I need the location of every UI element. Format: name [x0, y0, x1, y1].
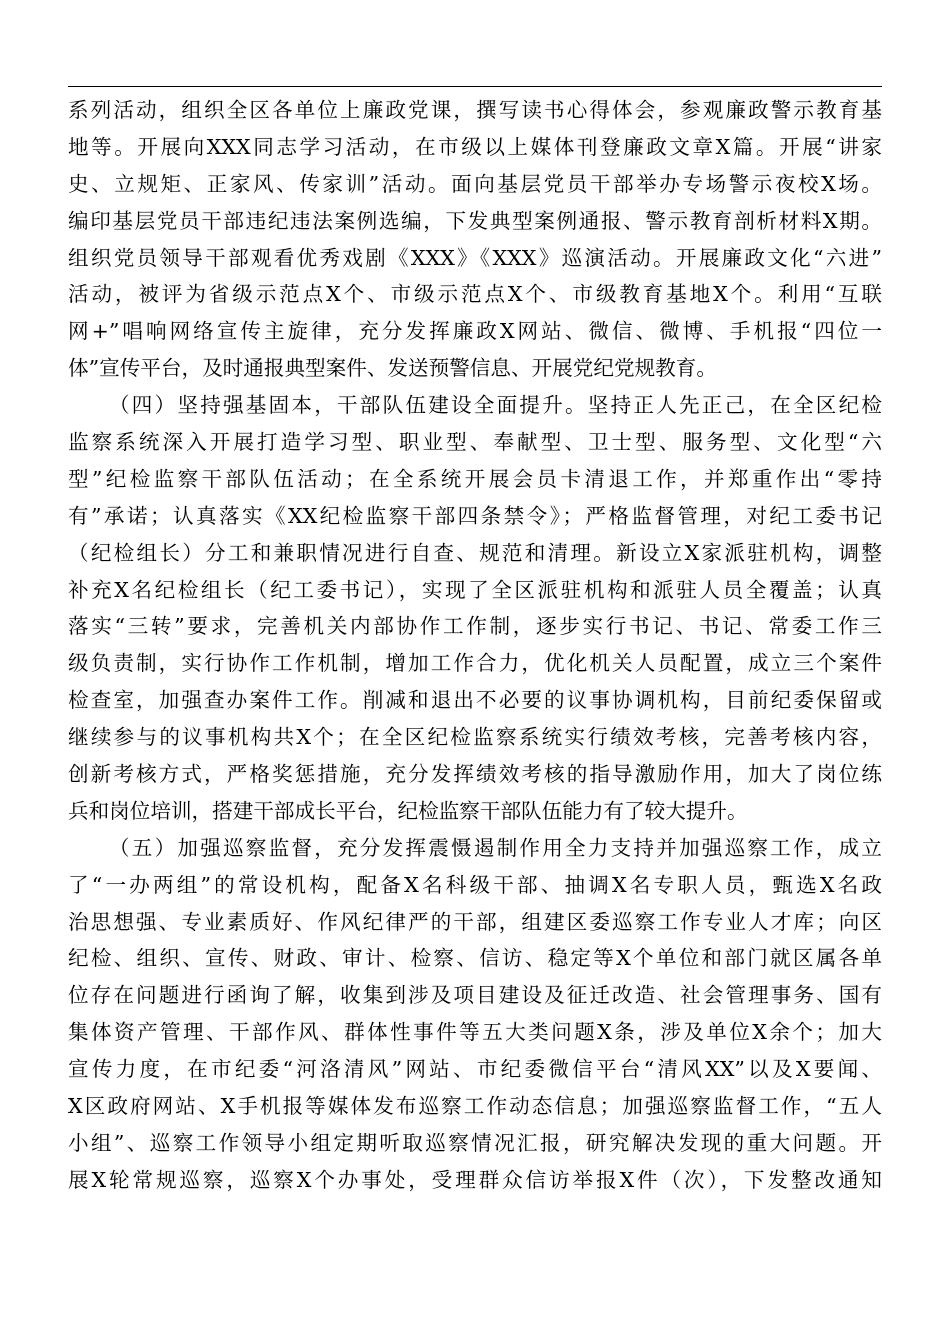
text-line: 继续参与的议事机构共X个；在全区纪检监察系统实行绩效考核，完善考核内容，: [68, 725, 882, 750]
text-line: 治思想强、专业素质好、作风纪律严的干部，组建区委巡察工作专业人才库；向区: [68, 909, 882, 934]
header-rule: [68, 86, 882, 87]
text-line: 有”承诺；认真落实《XX纪检监察干部四条禁令》；严格监督管理，对纪工委书记: [68, 503, 882, 528]
body-text: [68, 92, 882, 1199]
text-line: 体”宣传平台，及时通报典型案件、发送预警信息、开展党纪党规教育。: [68, 356, 717, 381]
text-line: 补充X名纪检组长（纪工委书记），实现了全区派驻机构和派驻人员全覆盖；认真: [68, 577, 882, 602]
text-line: 宣传力度，在市纪委“河洛清风”网站、市纪委微信平台“清风XX”以及X要闻、: [68, 1057, 882, 1082]
text-line: 系列活动，组织全区各单位上廉政党课，撰写读书心得体会，参观廉政警示教育基: [68, 98, 882, 122]
text-line: X区政府网站、X手机报等媒体发布巡察工作动态信息；加强巡察监督工作，“五人: [68, 1094, 882, 1119]
text-line: 编印基层党员干部违纪违法案例选编，下发典型案例通报、警示教育剖析材料X期。: [68, 208, 882, 233]
text-line: 小组”、巡察工作领导小组定期听取巡察情况汇报，研究解决发现的重大问题。开: [68, 1130, 882, 1155]
text-line: 纪检、组织、宣传、财政、审计、检察、信访、稳定等X个单位和部门就区属各单: [68, 946, 882, 971]
text-line: 史、立规矩、正家风、传家训”活动。面向基层党员干部举办专场警示夜校X场。: [68, 171, 882, 196]
text-line: 组织党员领导干部观看优秀戏剧《XXX》《XXX》巡演活动。开展廉政文化“六进”: [68, 245, 882, 270]
text-line: 集体资产管理、干部作风、群体性事件等五大类问题X条，涉及单位X余个；加大: [68, 1020, 882, 1045]
text-line: 落实“三转”要求，完善机关内部协作工作制，逐步实行书记、书记、常委工作三: [68, 614, 882, 639]
text-line: 监察系统深入开展打造学习型、职业型、奉献型、卫士型、服务型、文化型“六: [68, 430, 882, 455]
text-line: 活动，被评为省级示范点X个、市级示范点X个、市级教育基地X个。利用“互联: [68, 282, 882, 307]
text-line: （纪检组长）分工和兼职情况进行自查、规范和清理。新设立X家派驻机构，调整: [68, 540, 882, 565]
text-line: 检查室，加强查办案件工作。削减和退出不必要的议事协调机构，目前纪委保留或: [68, 688, 882, 713]
text-line: 位存在问题进行函询了解，收集到涉及项目建设及征迁改造、社会管理事务、国有: [68, 983, 882, 1008]
text-line: 展X轮常规巡察，巡察X个办事处，受理群众信访举报X件（次），下发整改通知: [68, 1167, 882, 1192]
text-line: 了“一办两组”的常设机构，配备X名科级干部、抽调X名专职人员，甄选X名政: [68, 872, 882, 897]
text-line: （四）坚持强基固本，干部队伍建设全面提升。坚持正人先正己，在全区纪检: [109, 393, 882, 418]
text-line: 级负责制，实行协作工作机制，增加工作合力，优化机关人员配置，成立三个案件: [68, 651, 882, 676]
text-line: （五）加强巡察监督，充分发挥震慑遏制作用全力支持并加强巡察工作，成立: [109, 835, 882, 860]
text-line: 创新考核方式，严格奖惩措施，充分发挥绩效考核的指导激励作用，加大了岗位练: [68, 762, 882, 787]
text-line: 网+”唱响网络宣传主旋律，充分发挥廉政X网站、微信、微博、手机报“四位一: [68, 319, 882, 344]
text-line: 型”纪检监察干部队伍活动；在全系统开展会员卡清退工作，并郑重作出“零持: [68, 466, 882, 491]
text-line: 地等。开展向XXX同志学习活动，在市级以上媒体刊登廉政文章X篇。开展“讲家: [68, 134, 882, 159]
text-line: 兵和岗位培训，搭建干部成长平台，纪检监察干部队伍能力有了较大提升。: [68, 798, 748, 823]
